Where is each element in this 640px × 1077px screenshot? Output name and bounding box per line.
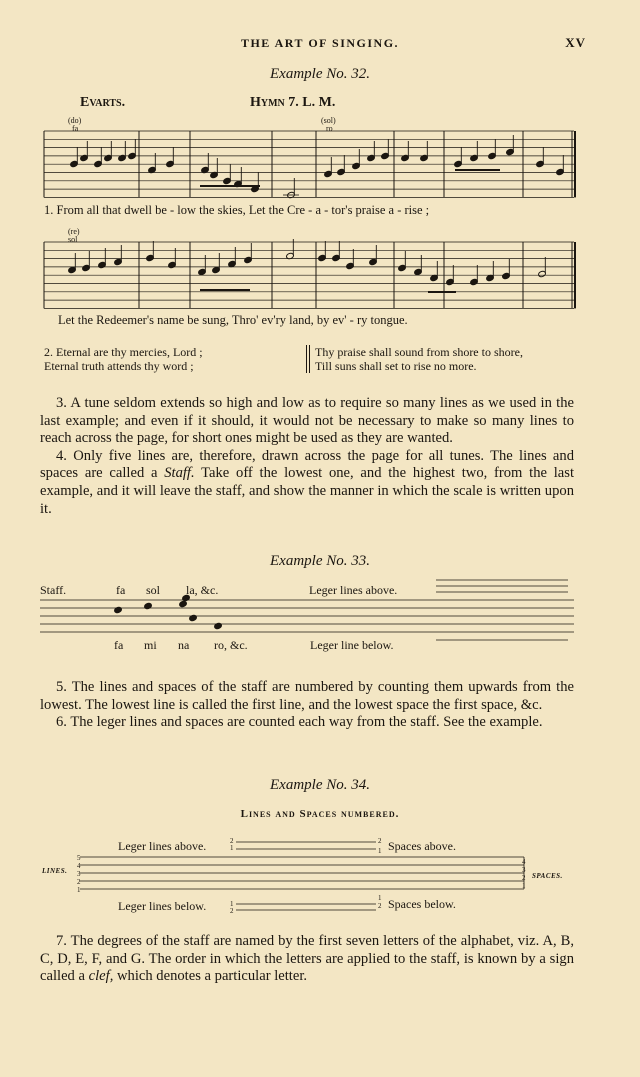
leger-lines-above-label: Leger lines above. (309, 583, 398, 597)
solfa-sol-mark-2: sol (68, 235, 78, 244)
above-space-number-1: 1 (378, 847, 382, 855)
space-number-1: 1 (522, 882, 526, 890)
verse-2-right (315, 345, 523, 373)
tune-name: Evarts. (80, 95, 126, 110)
lyric-line-1: 1. From all that dwell be - low the skies, Let the Cre - a - tor's praise a - rise ; (44, 203, 430, 217)
leger-line-below-label: Leger line below. (310, 638, 394, 652)
line-number-3: 3 (77, 870, 81, 878)
paragraph-7-text-b: which denotes a particular letter. (113, 968, 308, 985)
line-number-2: 2 (77, 878, 81, 886)
verse-2-left-line-1: 2. Eternal are thy mercies, Lord ; (44, 345, 203, 359)
example-34-title: Example No. 34. (270, 777, 370, 793)
paragraphs-3-4 (40, 395, 574, 518)
example-33-title: Example No. 33. (270, 553, 370, 569)
verse-divider (306, 345, 308, 373)
hymn-meter: Hymn 7. L. M. (250, 95, 336, 110)
solfa-fa-mark: fa (72, 124, 79, 133)
syllable-sol-top: sol (146, 583, 161, 597)
running-header: THE ART OF SINGING. (240, 36, 400, 50)
space-number-4: 4 (522, 858, 526, 866)
example-32-title: Example No. 32. (270, 66, 370, 82)
paragraph-7 (40, 933, 574, 986)
note-33-6 (214, 622, 223, 629)
paragraph-4 (40, 448, 574, 518)
below-number-1: 1 (230, 900, 234, 908)
spaces-above-34: Spaces above. (388, 839, 456, 853)
lyric-line-2: Let the Redeemer's name be sung, Thro' ev'ry land, by ev' - ry tongue. (58, 313, 408, 327)
above-number-1: 1 (230, 844, 234, 852)
paragraph-3: 3. A tune seldom extends so high and low as to require so many lines as we used in the last example; and even if it should, it would not be necessary to make so many lines to reach across the page, for short ones might be used as they are wanted. (40, 395, 574, 447)
paragraph-6: 6. The leger lines and spaces are counted each way from the staff. See the example. (56, 714, 543, 731)
syllable-la-top: la, &c. (186, 583, 219, 597)
verse-2-left (44, 345, 203, 373)
note-33-1 (114, 606, 123, 613)
note-33-5 (189, 614, 198, 621)
paragraph-4-text-b: Take off the lowest one, and the highest two, from the last example, and it will leave the staff, and show the manner in which the scale is written upon it. (40, 465, 574, 517)
leger-lines-above-34: Leger lines above. (118, 839, 207, 853)
above-number-2: 2 (230, 837, 234, 845)
paragraph-4-staff-term: Staff. (164, 465, 195, 482)
paragraph-5: 5. The lines and spaces of the staff are numbered by counting them upwards from the lowest. The lowest line is called the first line, and the lowest space the first space, &c. (40, 679, 574, 713)
paragraphs-5-6 (40, 679, 574, 732)
note-33-3 (179, 600, 188, 607)
syllable-ro-bottom: ro, &c. (214, 638, 248, 652)
spaces-below-34: Spaces below. (388, 897, 456, 911)
paragraph-7-clef-term: clef, (88, 968, 114, 985)
syllable-fa-top: fa (116, 583, 126, 597)
paragraph-7-text-a: 7. The degrees of the staff are named by the first seven letters of the alphabet, viz. A, B, C, D, E, F, and G. The order in which the letters are applied to the staff, is known by a sign called a (40, 933, 574, 985)
verse-2-right-line-1: Thy praise shall sound from shore to shore, (315, 345, 523, 359)
below-number-2: 2 (230, 907, 234, 915)
spaces-label: SPACES. (532, 872, 563, 880)
syllable-fa-bottom: fa (114, 638, 124, 652)
solfa-do-mark: (do) (68, 116, 82, 125)
verse-divider-2 (309, 345, 311, 373)
verse-2-right-line-2: Till suns shall set to rise no more. (315, 359, 477, 373)
space-number-3: 3 (522, 866, 526, 874)
solfa-sol-mark: (sol) (321, 116, 336, 125)
space-number-2: 2 (522, 874, 526, 882)
line-number-4: 4 (77, 862, 81, 870)
paragraph-7-block (40, 933, 574, 986)
staff-label: Staff. (40, 583, 67, 597)
above-space-number-2: 2 (378, 837, 382, 845)
below-space-number-1: 1 (378, 894, 382, 902)
syllable-mi-bottom: mi (144, 638, 157, 652)
paragraph-4-text-a: 4. Only five lines are, therefore, drawn across the page for all tunes. The lines and spaces are called a (40, 447, 574, 482)
verse-2-left-line-2: Eternal truth attends thy word ; (44, 359, 194, 373)
line-number-5: 5 (77, 854, 81, 862)
solfa-ro-mark: ro (326, 124, 333, 133)
below-space-number-2: 2 (378, 902, 382, 910)
lines-label: LINES. (42, 867, 68, 875)
page-number: XV (565, 35, 586, 50)
solfa-re-mark: (re) (68, 227, 80, 236)
syllable-na-bottom: na (178, 638, 190, 652)
example-34-subtitle: Lines and Spaces numbered. (240, 808, 400, 820)
leger-lines-below-34: Leger lines below. (118, 899, 207, 913)
note-33-2 (144, 602, 153, 609)
line-number-1: 1 (77, 886, 81, 894)
